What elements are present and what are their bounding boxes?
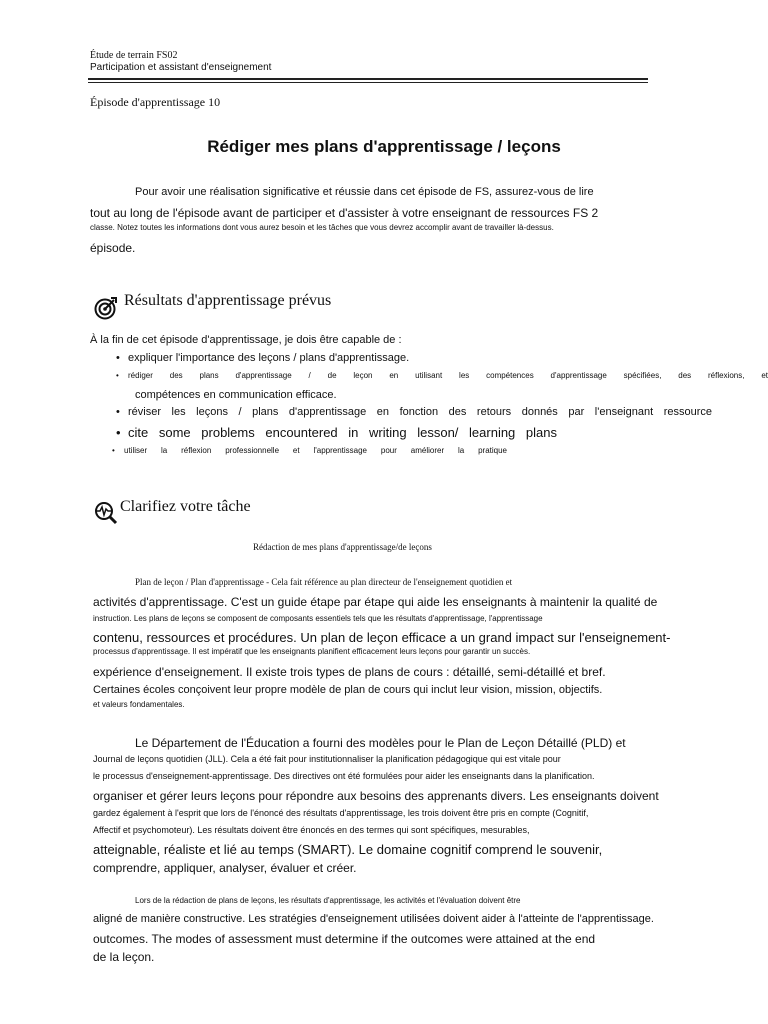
p1-line-6: expérience d'enseignement. Il existe trois types de plans de cours : détaillé, semi-détaillé et bref. [93, 665, 606, 679]
p2-line-2: Journal de leçons quotidien (JLL). Cela a été fait pour institutionnaliser la planification pédagogique qui est vitale pour [93, 754, 561, 764]
intro-line-2: tout au long de l'épisode avant de participer et d'assister à votre enseignant de ressources FS 2 [90, 206, 599, 220]
p3-line-2: aligné de manière constructive. Les stratégies d'enseignement utilisées doivent aider à l'atteinte de l'apprentissage. [93, 913, 654, 925]
p2-line-1: Le Département de l'Éducation a fourni des modèles pour le Plan de Leçon Détaillé (PLD) et [135, 736, 626, 750]
intro-line-1: Pour avoir une réalisation significative et réussie dans cet épisode de FS, assurez-vous de lire [135, 186, 594, 198]
p1-line-7: Certaines écoles conçoivent leur propre modèle de plan de cours qui inclut leur vision, mission, objectifs. [93, 684, 603, 696]
outcome-item-5: • utiliser la réflexion professionnelle et l'apprentissage pour améliorer la pratique [124, 446, 507, 455]
clarify-subheading: Rédaction de mes plans d'apprentissage/de leçons [253, 542, 432, 552]
outcomes-heading: Résultats d'apprentissage prévus [124, 292, 332, 309]
p2-line-6: Affectif et psychomoteur). Les résultats doivent être énoncés en des termes qui sont spécifiques, mesurables, [93, 825, 530, 835]
p2-line-7: atteignable, réaliste et lié au temps (SMART). Le domaine cognitif comprend le souvenir, [93, 842, 603, 857]
header-rule-bottom [88, 82, 648, 83]
intro-line-4: épisode. [90, 241, 136, 255]
p1-line-2: activités d'apprentissage. C'est un guide étape par étape qui aide les enseignants à maintenir la qualité de [93, 595, 658, 609]
p2-line-8: comprendre, appliquer, analyser, évaluer et créer. [93, 861, 357, 875]
header-rule-top [88, 78, 648, 80]
p2-line-3: le processus d'enseignement-apprentissage. Des directives ont été formulées pour aider les enseignants dans la planification. [93, 771, 595, 781]
outcome-item-4: • cite some problems encountered in writing lesson/ learning plans [128, 425, 557, 440]
intro-line-3: classe. Notez toutes les informations dont vous aurez besoin et les tâches que vous devrez accomplir avant de travailler là-dessus. [90, 223, 554, 232]
clarify-heading: Clarifiez votre tâche [120, 498, 251, 515]
outcome-item-3: • réviser les leçons / plans d'apprentissage en fonction des retours donnés par l'enseignant ressource [128, 406, 712, 418]
outcomes-lead: À la fin de cet épisode d'apprentissage, je dois être capable de : [90, 334, 402, 346]
p1-line-1: Plan de leçon / Plan d'apprentissage - Cela fait référence au plan directeur de l'enseignement quotidien et [135, 577, 513, 587]
p1-line-3: instruction. Les plans de leçons se composent de composants essentiels tels que les résultats d'apprentissage, l'apprentissage [93, 614, 543, 623]
course-subtitle: Participation et assistant d'enseignement [90, 62, 272, 73]
outcome-item-1: • expliquer l'importance des leçons / plans d'apprentissage. [128, 352, 409, 364]
target-icon [94, 296, 118, 320]
page-title: Rédiger mes plans d'apprentissage / leçons [207, 137, 561, 156]
p3-line-4: de la leçon. [93, 950, 155, 964]
p2-line-4: organiser et gérer leurs leçons pour répondre aux besoins des apprenants divers. Les enseignants doivent [93, 789, 659, 803]
outcome-item-2-cont: compétences en communication efficace. [135, 389, 337, 401]
p3-line-1: Lors de la rédaction de plans de leçons, les résultats d'apprentissage, les activités et l'évaluation doivent être [135, 896, 521, 905]
magnifier-pulse-icon [94, 501, 118, 525]
p1-line-4: contenu, ressources et procédures. Un plan de leçon efficace a un grand impact sur l'enseignement- [93, 630, 671, 645]
p2-line-5: gardez également à l'esprit que lors de l'énoncé des résultats d'apprentissage, les trois doivent être pris en compte (Cognitif, [93, 808, 589, 818]
p1-line-8: et valeurs fondamentales. [93, 700, 185, 709]
outcome-item-2: • rédiger des plans d'apprentissage / de leçon en utilisant les compétences d'apprentissage spécifiées, des réflexions, et [128, 371, 768, 380]
p3-line-3: outcomes. The modes of assessment must determine if the outcomes were attained at the end [93, 932, 596, 946]
p1-line-5: processus d'apprentissage. Il est impératif que les enseignants planifient efficacement leurs leçons pour garantir un succès. [93, 647, 531, 656]
episode-label: Épisode d'apprentissage 10 [90, 95, 221, 109]
course-code: Étude de terrain FS02 [90, 50, 178, 61]
